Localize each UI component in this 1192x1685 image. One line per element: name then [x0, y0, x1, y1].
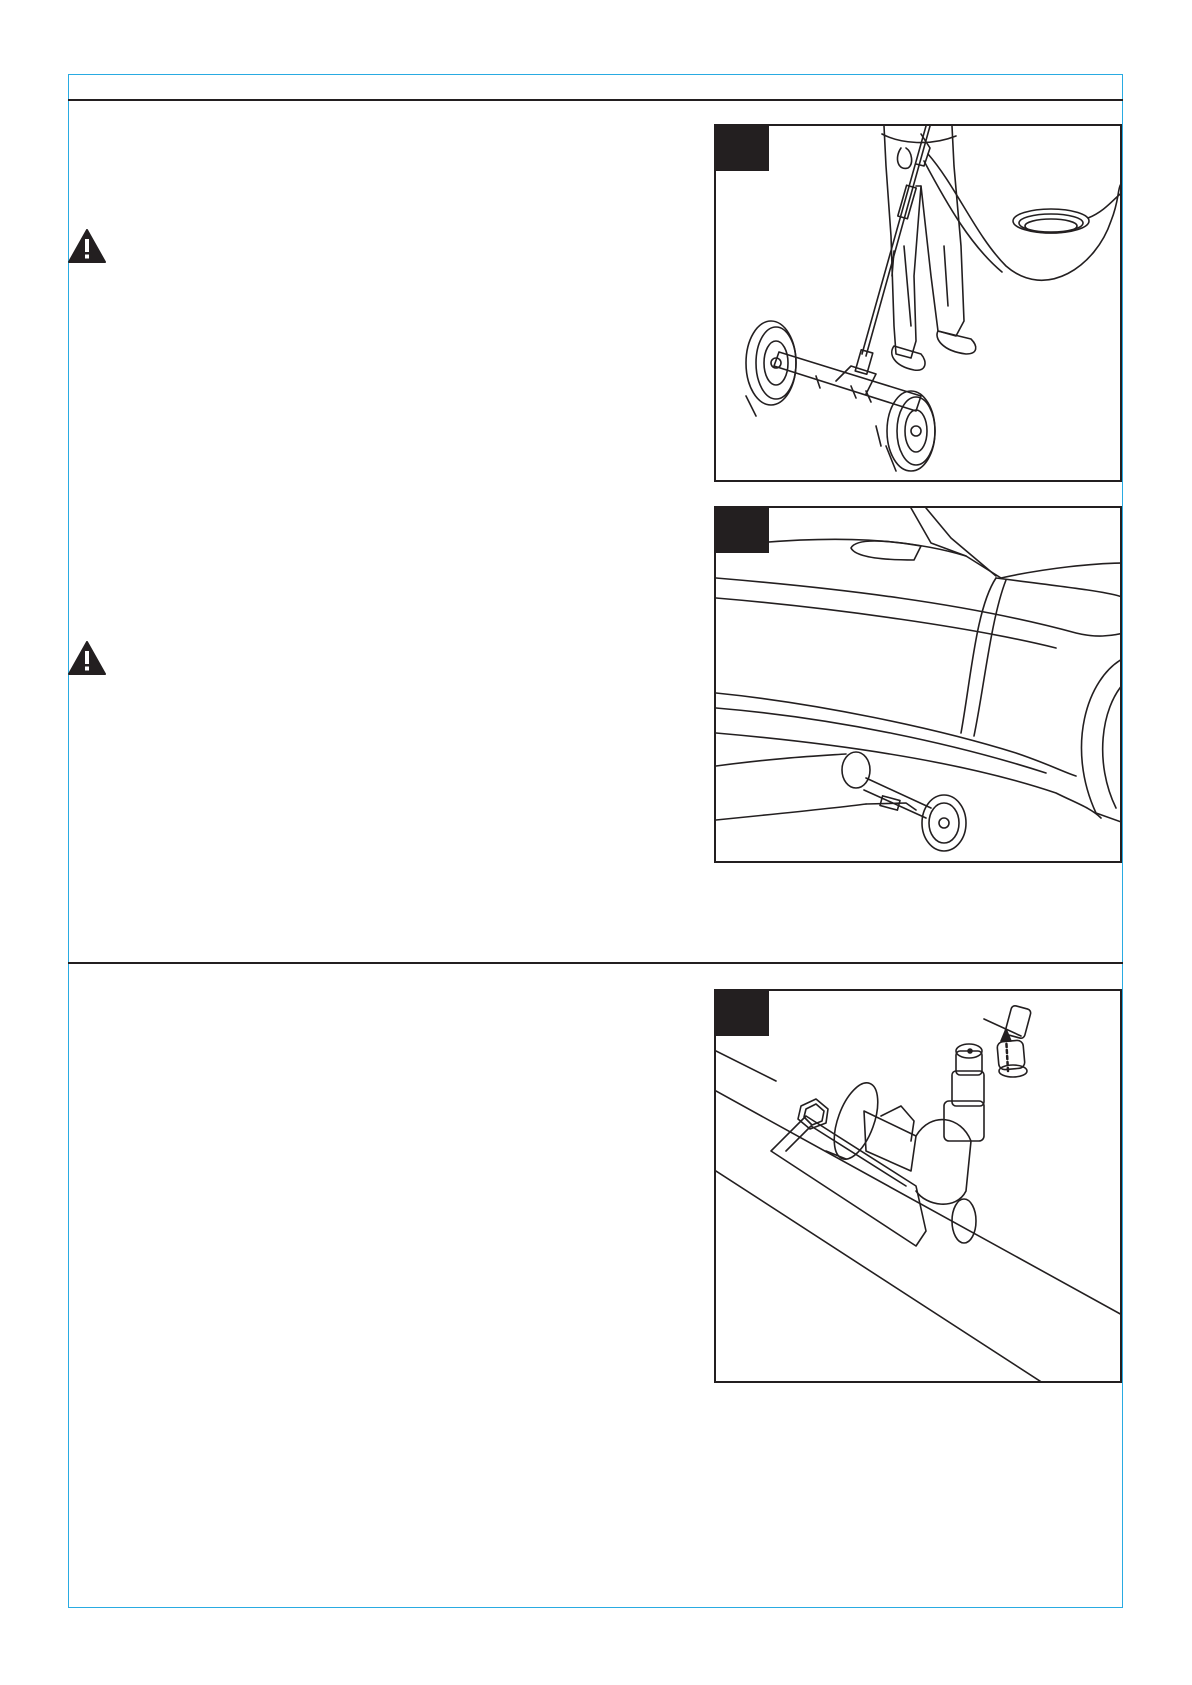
figure-illustration [716, 991, 1122, 1383]
figure-cleaner-under-car [714, 506, 1122, 863]
figure-surface-cleaner-in-use [714, 124, 1122, 482]
figure-illustration [716, 508, 1122, 863]
top-divider [68, 99, 1123, 101]
warning-triangle-icon [68, 229, 106, 263]
figure-number-tab [716, 508, 769, 553]
figure-number-tab [716, 991, 769, 1036]
figure-illustration [716, 126, 1122, 482]
figure-number-tab [716, 126, 769, 171]
section-divider [68, 962, 1123, 964]
figure-nozzle-installation [714, 989, 1122, 1383]
warning-triangle-icon [68, 641, 106, 675]
